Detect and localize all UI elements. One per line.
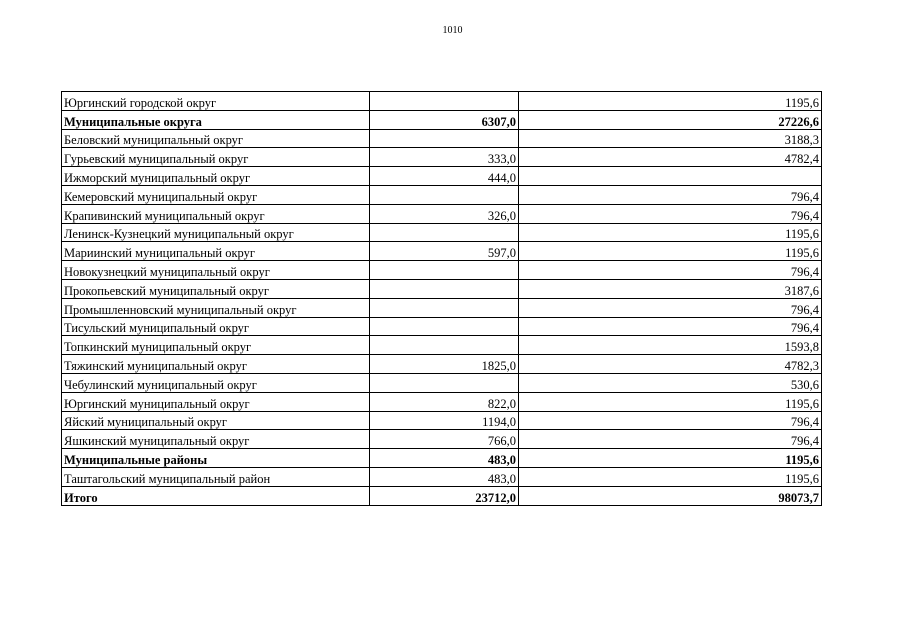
cell-value-a: 483,0 (370, 467, 519, 486)
cell-value-a: 483,0 (370, 449, 519, 468)
cell-name: Ижморский муниципальный округ (62, 167, 370, 186)
cell-value-a: 1194,0 (370, 411, 519, 430)
cell-name: Новокузнецкий муниципальный округ (62, 261, 370, 280)
table-row (62, 411, 822, 430)
cell-value-a (370, 336, 519, 355)
cell-value-b: 98073,7 (519, 486, 822, 505)
cell-value-a: 444,0 (370, 167, 519, 186)
cell-value-a: 1825,0 (370, 355, 519, 374)
table-row (62, 223, 822, 242)
cell-value-b: 1195,6 (519, 223, 822, 242)
cell-name: Крапивинский муниципальный округ (62, 204, 370, 223)
table-row (62, 336, 822, 355)
cell-name: Итого (62, 486, 370, 505)
table-row (62, 185, 822, 204)
cell-value-a: 333,0 (370, 148, 519, 167)
cell-name: Прокопьевский муниципальный округ (62, 279, 370, 298)
cell-value-b: 1195,6 (519, 392, 822, 411)
cell-value-b: 27226,6 (519, 110, 822, 129)
cell-name: Беловский муниципальный округ (62, 129, 370, 148)
cell-name: Тяжинский муниципальный округ (62, 355, 370, 374)
cell-value-a (370, 261, 519, 280)
cell-name: Топкинский муниципальный округ (62, 336, 370, 355)
cell-name: Ленинск-Кузнецкий муниципальный округ (62, 223, 370, 242)
cell-value-b: 4782,4 (519, 148, 822, 167)
cell-value-a (370, 373, 519, 392)
cell-name: Мариинский муниципальный округ (62, 242, 370, 261)
cell-value-b (519, 167, 822, 186)
table-row-total (62, 449, 822, 468)
page-number: 1010 (442, 25, 463, 36)
table-body (62, 92, 822, 506)
cell-value-a (370, 317, 519, 336)
cell-name: Чебулинский муниципальный округ (62, 373, 370, 392)
cell-value-b: 3188,3 (519, 129, 822, 148)
cell-value-a (370, 129, 519, 148)
cell-name: Таштагольский муниципальный район (62, 467, 370, 486)
cell-value-b: 1593,8 (519, 336, 822, 355)
table-row-total (62, 486, 822, 505)
table-row (62, 92, 822, 111)
cell-value-a (370, 92, 519, 111)
cell-value-b: 796,4 (519, 261, 822, 280)
table-row (62, 467, 822, 486)
table-row (62, 317, 822, 336)
cell-value-a (370, 279, 519, 298)
cell-value-a: 822,0 (370, 392, 519, 411)
cell-value-a: 326,0 (370, 204, 519, 223)
table-row (62, 373, 822, 392)
table-row (62, 261, 822, 280)
table-row (62, 242, 822, 261)
cell-name: Яшкинский муниципальный округ (62, 430, 370, 449)
cell-name: Тисульский муниципальный округ (62, 317, 370, 336)
cell-value-b: 3187,6 (519, 279, 822, 298)
cell-value-a: 23712,0 (370, 486, 519, 505)
cell-value-b: 1195,6 (519, 242, 822, 261)
table-row (62, 298, 822, 317)
cell-value-b: 1195,6 (519, 467, 822, 486)
cell-name: Гурьевский муниципальный округ (62, 148, 370, 167)
cell-name: Юргинский муниципальный округ (62, 392, 370, 411)
cell-name: Юргинский городской округ (62, 92, 370, 111)
cell-name: Промышленновский муниципальный округ (62, 298, 370, 317)
table-row (62, 167, 822, 186)
cell-name: Кемеровский муниципальный округ (62, 185, 370, 204)
cell-value-b: 796,4 (519, 317, 822, 336)
cell-value-a: 6307,0 (370, 110, 519, 129)
table-row (62, 148, 822, 167)
cell-value-b: 796,4 (519, 411, 822, 430)
table-row (62, 129, 822, 148)
cell-value-b: 4782,3 (519, 355, 822, 374)
cell-name: Муниципальные округа (62, 110, 370, 129)
cell-value-b: 796,4 (519, 298, 822, 317)
cell-value-b: 796,4 (519, 430, 822, 449)
cell-value-b: 1195,6 (519, 449, 822, 468)
table-row (62, 392, 822, 411)
cell-name: Муниципальные районы (62, 449, 370, 468)
cell-value-b: 530,6 (519, 373, 822, 392)
table-row (62, 355, 822, 374)
cell-value-a (370, 223, 519, 242)
budget-table (61, 91, 822, 506)
table-row (62, 204, 822, 223)
cell-value-a: 766,0 (370, 430, 519, 449)
table-row (62, 430, 822, 449)
table-row-total (62, 110, 822, 129)
cell-value-b: 1195,6 (519, 92, 822, 111)
cell-name: Яйский муниципальный округ (62, 411, 370, 430)
cell-value-b: 796,4 (519, 204, 822, 223)
cell-value-a (370, 185, 519, 204)
cell-value-b: 796,4 (519, 185, 822, 204)
table-row (62, 279, 822, 298)
cell-value-a (370, 298, 519, 317)
cell-value-a: 597,0 (370, 242, 519, 261)
